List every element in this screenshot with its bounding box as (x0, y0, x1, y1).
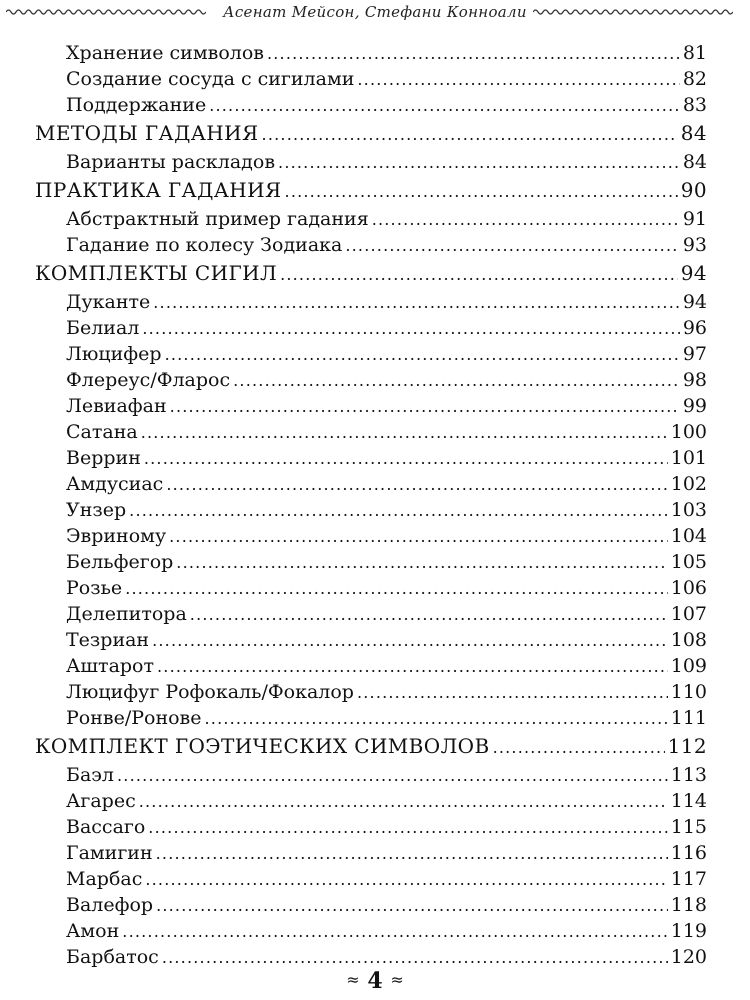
toc-dot-leader (209, 93, 680, 119)
toc-entry-page: 100 (670, 421, 707, 443)
toc-dot-leader (144, 446, 668, 472)
header-ornament-left (6, 7, 217, 17)
toc-subentry[interactable] (35, 206, 707, 232)
toc-dot-leader (142, 316, 679, 342)
toc-dot-leader (267, 41, 680, 67)
toc-entry-label: Барбатос (66, 946, 159, 968)
toc-entry-label: Амдусиас (66, 473, 164, 495)
toc-entry-label: Хранение символов (66, 42, 264, 64)
toc-subentry[interactable] (35, 40, 707, 66)
toc-dot-leader (233, 368, 680, 394)
toc-entry-label: Марбас (66, 868, 143, 890)
toc-entry-label: Флереус/Фларос (66, 369, 231, 391)
toc-entry-page: 117 (670, 868, 707, 890)
footer-ornament-right: ≈ (390, 970, 404, 989)
toc-entry-page: 93 (682, 234, 707, 256)
toc-entry-page: 99 (682, 395, 707, 417)
toc-entry-page: 94 (682, 291, 707, 313)
toc-dot-leader (156, 893, 668, 919)
toc-entry-page: 94 (680, 261, 707, 285)
toc-subentry[interactable] (35, 289, 707, 315)
toc-entry-label: Делепитора (66, 603, 187, 625)
toc-entry-page: 96 (682, 317, 707, 339)
toc-entry-page: 116 (670, 842, 707, 864)
toc-entry-page: 102 (670, 473, 707, 495)
toc-subentry[interactable] (35, 315, 707, 341)
toc-entry-page: 112 (667, 734, 707, 758)
toc-dot-leader (176, 550, 667, 576)
toc-dot-leader (205, 706, 668, 732)
toc-entry-page: 81 (682, 42, 707, 64)
running-header (0, 2, 750, 22)
toc-subentry[interactable] (35, 549, 707, 575)
toc-entry-page: 113 (670, 764, 707, 786)
toc-entry-label: Веррин (66, 447, 141, 469)
toc-entry-label: Сатана (66, 421, 138, 443)
toc-dot-leader (357, 680, 668, 706)
toc-entry-label: МЕТОДЫ ГАДАНИЯ (35, 121, 259, 145)
toc-entry-page: 108 (670, 629, 707, 651)
toc-entry-page: 110 (670, 681, 707, 703)
toc-subentry[interactable] (35, 944, 707, 970)
toc-entry-page: 90 (680, 178, 707, 202)
toc-entry-page: 82 (682, 68, 707, 90)
toc-dot-leader (190, 602, 668, 628)
toc-dot-leader (122, 919, 667, 945)
toc-dot-leader (129, 498, 668, 524)
toc-dot-leader (157, 654, 668, 680)
toc-subentry[interactable] (35, 92, 707, 118)
toc-subentry[interactable] (35, 840, 707, 866)
toc-entry-page: 115 (670, 816, 707, 838)
toc-entry-label: Варианты раскладов (66, 151, 276, 173)
toc-entry-page: 103 (670, 499, 707, 521)
toc-entry-page: 105 (670, 551, 707, 573)
toc-subentry[interactable] (35, 601, 707, 627)
toc-dot-leader (280, 259, 678, 290)
toc-entry-label: Гамигин (66, 842, 153, 864)
page-number: 4 (367, 968, 383, 994)
toc-dot-leader (148, 815, 667, 841)
toc-entry-page: 83 (682, 94, 707, 116)
toc-subentry[interactable] (35, 367, 707, 393)
toc-subentry[interactable] (35, 679, 707, 705)
toc-dot-leader (141, 420, 668, 446)
toc-entry-label: Эвриному (66, 525, 167, 547)
toc-subentry[interactable] (35, 762, 707, 788)
toc-entry-page: 97 (682, 343, 707, 365)
toc-entry-label: Бельфегор (66, 551, 174, 573)
toc-dot-leader (152, 628, 668, 654)
toc-subentry[interactable] (35, 814, 707, 840)
toc-entry-label: Левиафан (66, 395, 167, 417)
toc-dot-leader (372, 207, 680, 233)
toc-dot-leader (493, 732, 665, 763)
toc-entry-page: 91 (682, 208, 707, 230)
toc-entry-label: Амон (66, 920, 120, 942)
toc-entry-label: КОМПЛЕКТ ГОЭТИЧЕСКИХ СИМВОЛОВ (35, 734, 490, 758)
toc-dot-leader (153, 290, 680, 316)
toc-subentry[interactable] (35, 445, 707, 471)
toc-subentry[interactable] (35, 866, 707, 892)
toc-dot-leader (117, 763, 668, 789)
toc-entry-page: 118 (670, 894, 707, 916)
toc-dot-leader (125, 576, 668, 602)
toc-entry-label: Поддержание (66, 94, 207, 116)
toc-entry-label: Люцифуг Рофокаль/Фокалор (66, 681, 354, 703)
toc-subentry[interactable] (35, 419, 707, 445)
toc-entry-label: Абстрактный пример гадания (66, 208, 369, 230)
toc-entry-page: 84 (680, 121, 707, 145)
toc-dot-leader (145, 867, 667, 893)
toc-subentry[interactable] (35, 66, 707, 92)
toc-dot-leader (278, 150, 680, 176)
page-footer (0, 968, 750, 994)
toc-subentry[interactable] (35, 788, 707, 814)
toc-entry-label: Тезриан (66, 629, 150, 651)
toc-dot-leader (169, 524, 668, 550)
toc-dot-leader (166, 472, 667, 498)
toc-subentry[interactable] (35, 523, 707, 549)
toc-entry-page: 111 (670, 707, 707, 729)
toc-entry-label: Ронве/Ронове (66, 707, 202, 729)
toc-subentry[interactable] (35, 341, 707, 367)
header-ornament-right (533, 7, 744, 17)
toc-dot-leader (345, 233, 679, 259)
toc-entry-label: ПРАКТИКА ГАДАНИЯ (35, 178, 282, 202)
toc-entry-page: 101 (670, 447, 707, 469)
toc-entry-label: Вассаго (66, 816, 146, 838)
header-title: Асенат Мейсон, Стефани Конноали (223, 3, 527, 21)
toc-entry-page: 114 (670, 790, 707, 812)
toc-entry-page: 107 (670, 603, 707, 625)
toc-section-entry[interactable] (35, 731, 707, 762)
toc-dot-leader (357, 67, 679, 93)
toc-entry-label: Аштарот (66, 655, 155, 677)
toc-entry-label: Гадание по колесу Зодиака (66, 234, 343, 256)
toc-entry-label: Валефор (66, 894, 154, 916)
toc-entry-label: Баэл (66, 764, 115, 786)
toc-entry-page: 120 (670, 946, 707, 968)
toc-entry-label: Создание сосуда с сигилами (66, 68, 355, 90)
toc-entry-label: Дуканте (66, 291, 151, 313)
toc-subentry[interactable] (35, 627, 707, 653)
toc-dot-leader (285, 176, 678, 207)
toc-entry-page: 84 (682, 151, 707, 173)
toc-section-entry[interactable] (35, 175, 707, 206)
toc-entry-label: Унзер (66, 499, 127, 521)
toc-subentry[interactable] (35, 393, 707, 419)
toc-subentry[interactable] (35, 575, 707, 601)
toc-subentry[interactable] (35, 497, 707, 523)
toc-section-entry[interactable] (35, 258, 707, 289)
toc-entry-label: Розье (66, 577, 123, 599)
toc-dot-leader (262, 119, 678, 150)
toc-dot-leader (165, 342, 680, 368)
toc-entry-label: Белиал (66, 317, 140, 339)
toc-subentry[interactable] (35, 918, 707, 944)
toc-entry-label: Агарес (66, 790, 136, 812)
toc-entry-label: Люцифер (66, 343, 162, 365)
toc-entry-page: 104 (670, 525, 707, 547)
toc-entry-label: КОМПЛЕКТЫ СИГИЛ (35, 261, 278, 285)
toc-entry-page: 109 (670, 655, 707, 677)
toc-section-entry[interactable] (35, 118, 707, 149)
table-of-contents (35, 40, 707, 970)
toc-subentry[interactable] (35, 705, 707, 731)
toc-entry-page: 106 (670, 577, 707, 599)
toc-dot-leader (139, 789, 668, 815)
toc-subentry[interactable] (35, 232, 707, 258)
toc-subentry[interactable] (35, 149, 707, 175)
toc-subentry[interactable] (35, 892, 707, 918)
toc-subentry[interactable] (35, 653, 707, 679)
toc-dot-leader (156, 841, 668, 867)
toc-entry-page: 98 (682, 369, 707, 391)
toc-entry-page: 119 (670, 920, 707, 942)
footer-ornament-left: ≈ (346, 970, 360, 989)
toc-dot-leader (170, 394, 680, 420)
toc-subentry[interactable] (35, 471, 707, 497)
